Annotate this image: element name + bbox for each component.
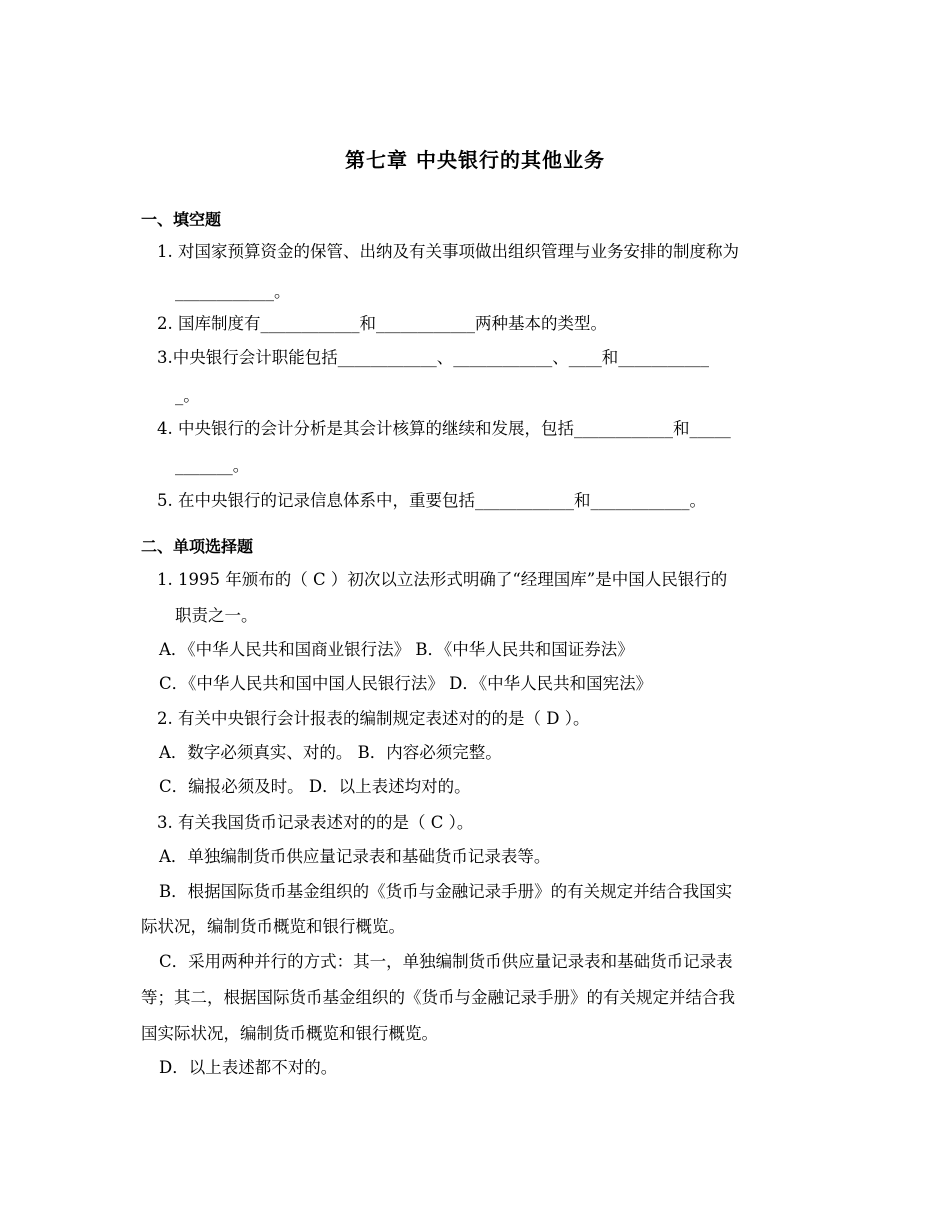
option-line: C．采用两种并行的方式：其一，单独编制货币供应量记录表和基础货币记录表 [159,952,733,971]
document-title: 第七章 中央银行的其他业务 [345,148,605,172]
option-line: 等；其二，根据国际货币基金组织的《货币与金融记录手册》的有关规定并结合我 [141,988,735,1007]
question-line: 4. 中央银行的会计分析是其会计核算的继续和发展，包括____________和_____ [157,419,731,438]
question-line: 1. 1995 年颁布的（ C ）初次以立法形式明确了“经理国库”是中国人民银行的 [157,570,728,589]
option-line: A．《中华人民共和国商业银行法》 B．《中华人民共和国证券法》 [159,640,634,659]
option-line: C．编报必须及时。 D．以上表述均对的。 [159,777,471,796]
option-line: A．单独编制货币供应量记录表和基础货币记录表等。 [159,847,551,866]
section-heading-single-choice: 二、单项选择题 [141,537,254,556]
question-line: _。 [175,386,200,405]
question-line: 2. 国库制度有____________和____________两种基本的类型。 [157,314,607,333]
option-line: B．根据国际货币基金组织的《货币与金融记录手册》的有关规定并结合我国实 [159,882,733,901]
question-line: _______。 [175,456,250,475]
question-line: ____________。 [175,282,291,301]
option-line: 国实际状况，编制货币概览和银行概览。 [141,1024,438,1043]
question-line: 2. 有关中央银行会计报表的编制规定表述对的的是（ D ）。 [157,709,590,728]
question-line: 3. 有关我国货币记录表述对的的是（ C ）。 [157,813,474,832]
option-line: D．以上表述都不对的。 [159,1058,338,1077]
question-line: 5. 在中央银行的记录信息体系中，重要包括____________和____________。 [157,491,706,510]
option-line: 际状况，编制货币概览和银行概览。 [141,917,405,936]
option-line: A．数字必须真实、对的。 B．内容必须完整。 [159,743,502,762]
question-line: 3.中央银行会计职能包括____________、____________、____和___________ [157,348,709,367]
option-line: C．《中华人民共和国中国人民银行法》 D．《中华人民共和国宪法》 [159,674,653,693]
question-line: 职责之一。 [175,606,258,625]
section-heading-fill-in: 一、填空题 [141,210,222,229]
question-line: 1. 对国家预算资金的保管、出纳及有关事项做出组织管理与业务安排的制度称为 [157,242,739,261]
